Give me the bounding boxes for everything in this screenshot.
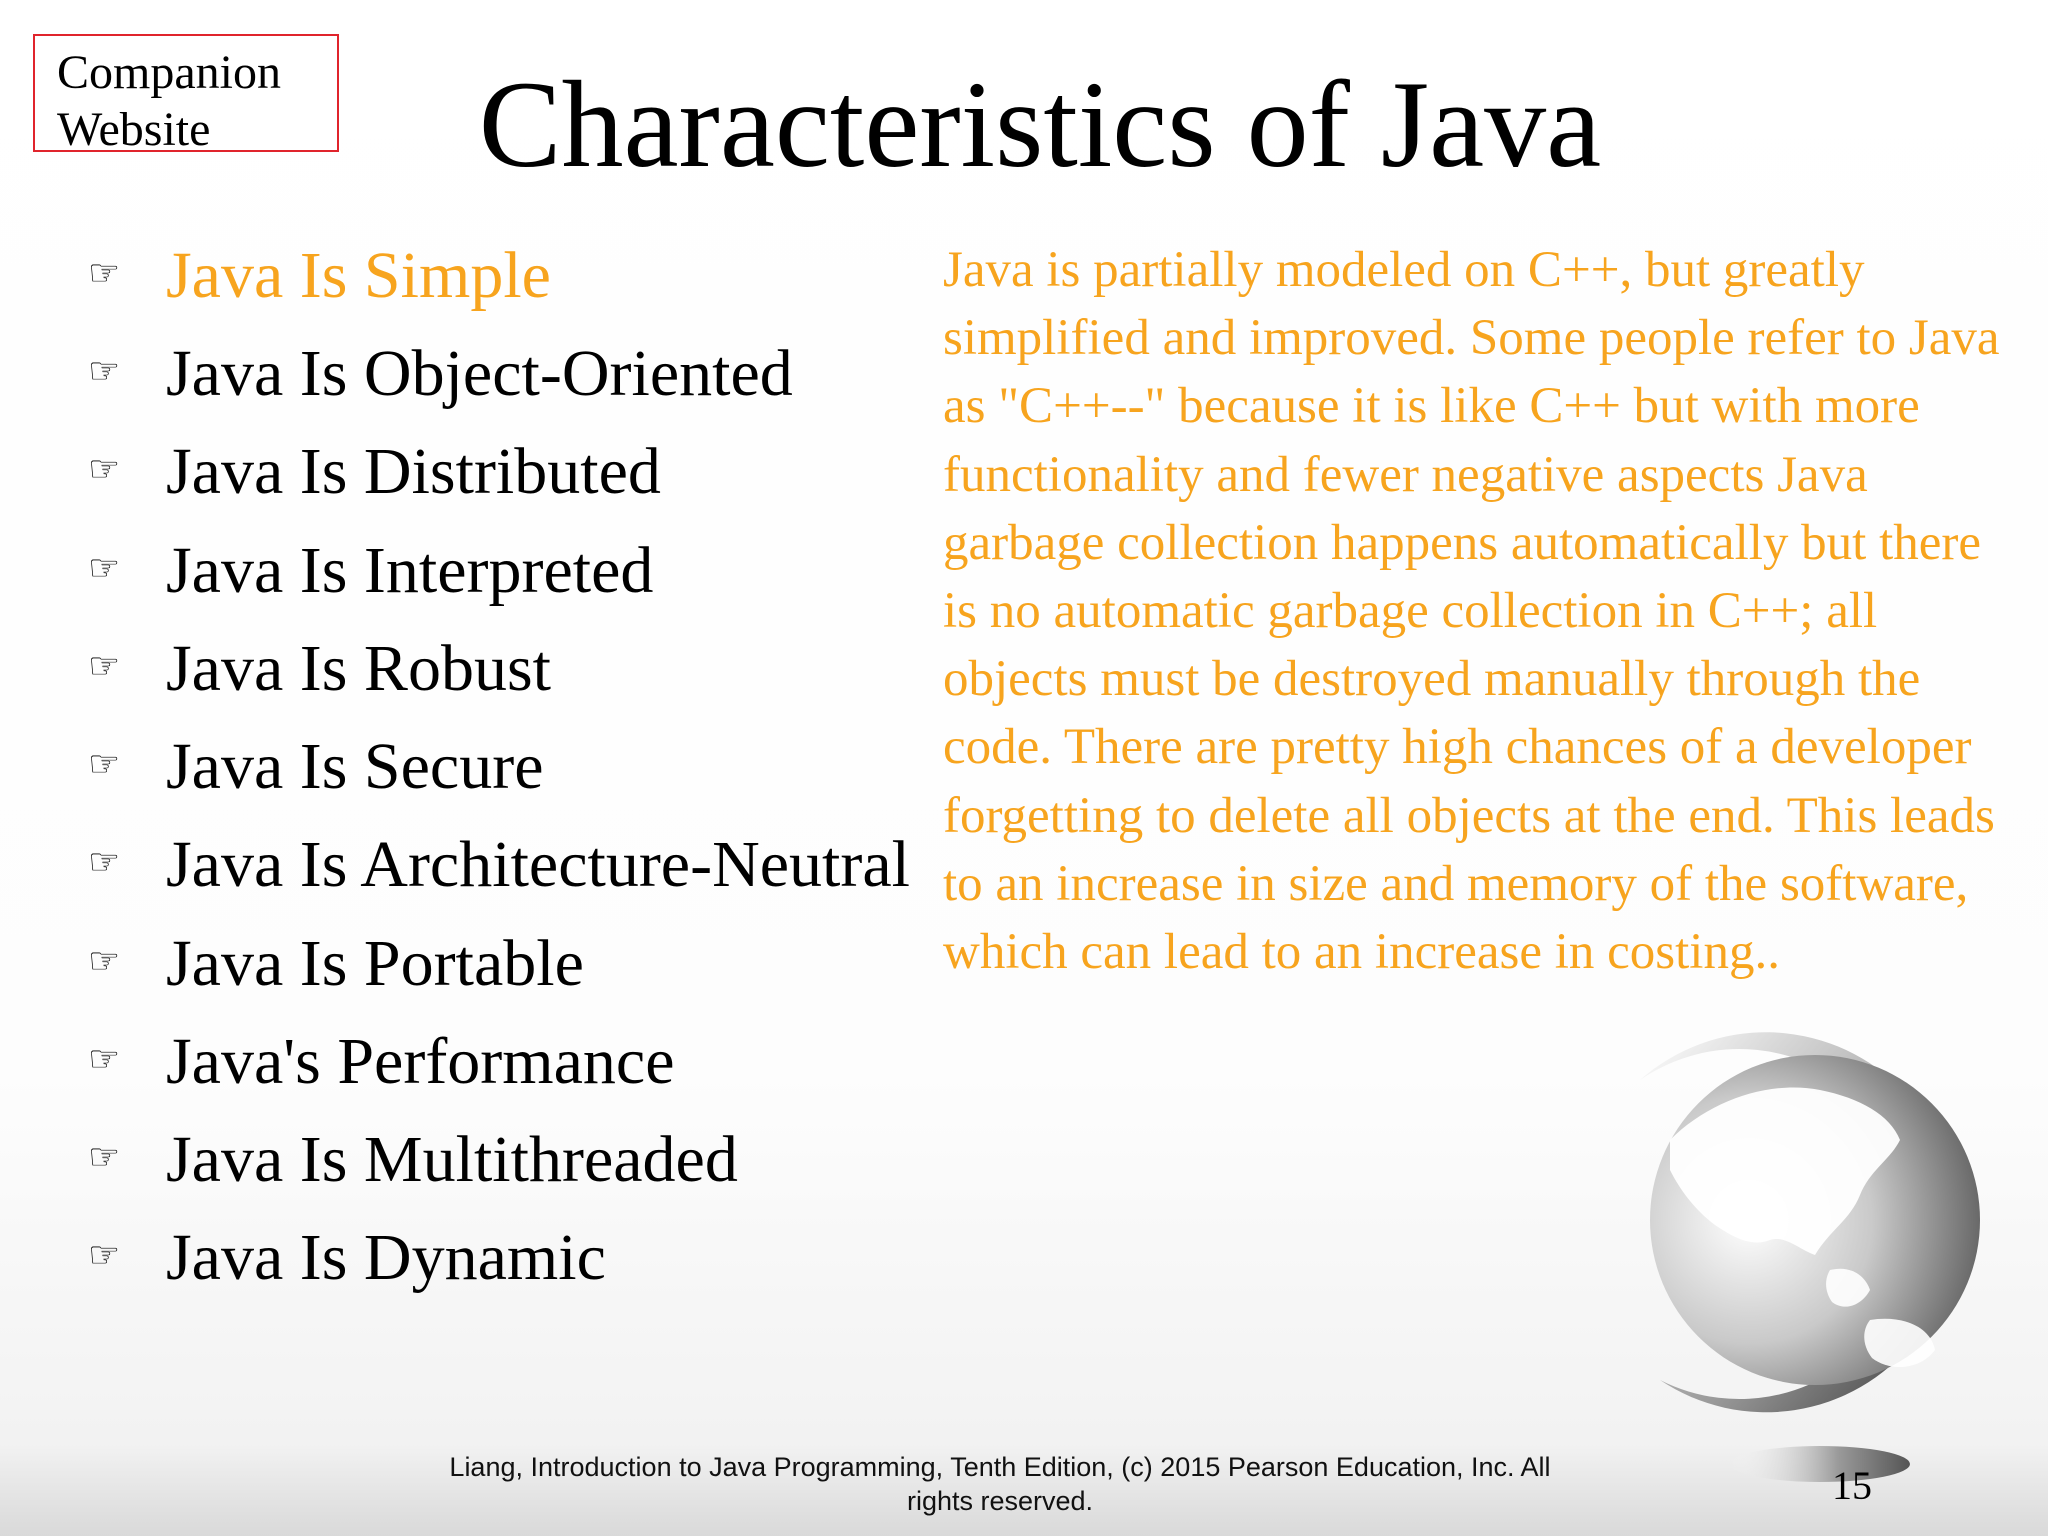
pointing-hand-icon: ☞ <box>88 351 121 392</box>
footer-copyright <box>410 1450 1590 1518</box>
bullet-label: Java Is Robust <box>166 632 551 705</box>
slide-title: Characteristics of Java <box>478 56 1602 193</box>
bullet-label: Java's Performance <box>166 1025 675 1098</box>
bullet-label: Java Is Secure <box>166 730 544 803</box>
pointing-hand-icon: ☞ <box>88 548 121 589</box>
pointing-hand-icon: ☞ <box>88 253 121 294</box>
bullet-label: Java Is Simple <box>166 239 551 312</box>
bullet-label: Java Is Multithreaded <box>166 1123 738 1196</box>
pointing-hand-icon: ☞ <box>88 941 121 982</box>
bullet-label: Java Is Interpreted <box>166 534 654 607</box>
pointing-hand-icon: ☞ <box>88 1235 121 1276</box>
pointing-hand-icon: ☞ <box>88 646 121 687</box>
pointing-hand-icon: ☞ <box>88 842 121 883</box>
bullet-label: Java Is Dynamic <box>166 1221 606 1294</box>
page-number: 15 <box>1832 1463 1872 1508</box>
bullet-label: Java Is Object-Oriented <box>166 337 793 410</box>
globe-icon <box>1600 1020 2020 1440</box>
bullet-label: Java Is Portable <box>166 927 584 1000</box>
bullet-label: Java Is Architecture-Neutral <box>166 828 910 901</box>
pointing-hand-icon: ☞ <box>88 1137 121 1178</box>
companion-website-link[interactable] <box>33 34 339 156</box>
simple-description: Java is partially modeled on C++, but greatly simplified and improved. Some people refer to Java as "C++--" because it is like C++ but with more functionality and fewer negative aspects Java garbage collection happens automatically but there is no automatic garbage collection in C++; all objects must be destroyed manually through the code. There are pretty high chances of a developer forgetting to delete all objects at the end. This leads to an increase in size and memory of the software, which can lead to an increase in costing.. <box>943 242 2000 981</box>
footer-decoration <box>1700 1444 1910 1484</box>
pointing-hand-icon: ☞ <box>88 744 121 785</box>
bullet-label: Java Is Distributed <box>166 435 661 508</box>
pointing-hand-icon: ☞ <box>88 1039 121 1080</box>
companion-line-1: Companion <box>57 46 281 99</box>
footer-line-1: Liang, Introduction to Java Programming, Tenth Edition, (c) 2015 Pearson Education, Inc. All <box>449 1452 1551 1482</box>
companion-line-2: Website <box>57 103 211 156</box>
footer-line-2: rights reserved. <box>906 1486 1094 1516</box>
pointing-hand-icon: ☞ <box>88 449 121 490</box>
